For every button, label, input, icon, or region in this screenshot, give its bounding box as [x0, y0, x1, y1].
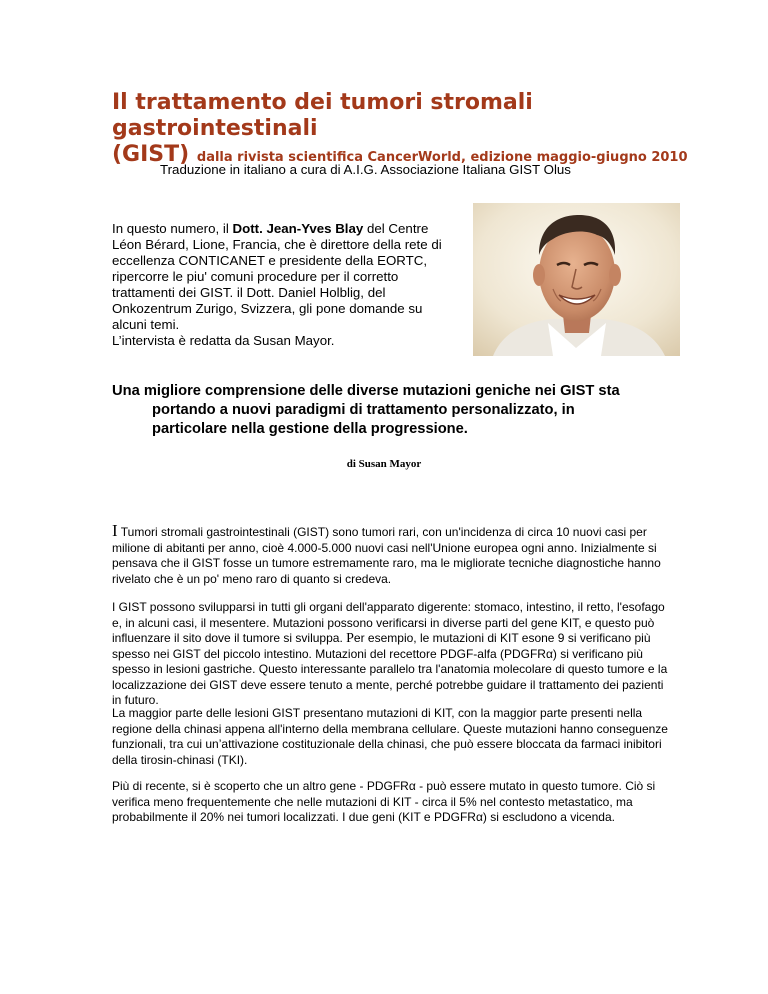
title-main: Il trattamento dei tumori stromali gastrointestinali: [112, 90, 533, 141]
translation-note: Traduzione in italiano a cura di A.I.G. Associazione Italiana GIST Olus: [160, 162, 571, 177]
headline-line-1: Una migliore comprensione delle diverse mutazioni geniche nei GIST sta: [112, 383, 620, 399]
title-abbr: (GIST): [112, 142, 190, 167]
byline: di Susan Mayor: [346, 458, 422, 470]
paragraph-1-text: Tumori stromali gastrointestinali (GIST) sono tumori rari, con un'incidenza di circa 10 nuovi casi per milione di abitanti per anno, cioè 4.000-5.000 nuovi casi nell'Unione europea ogni anno. Inizialmente si pensava che il GIST fosse un tumore estremamente raro, ma le migliorate tecniche diagnostiche hanno rivelato che è un po' meno raro di quanto si credeva.: [112, 525, 661, 586]
article-headline: [112, 382, 692, 439]
paragraph-2-initial: P: [346, 631, 354, 646]
intro-author-name: Dott. Jean-Yves Blay: [232, 221, 364, 236]
paragraph-2-text-a: I GIST possono svilupparsi in tutti gli organi dell'apparato digerente: stomaco, intestino, il retto, l'esofago e, in alcuni casi, il mesentere. Mutazioni possono verificarsi in diverse parti del gene KIT, e questo può influenzare il sito dove il tumore si sviluppa.: [112, 600, 665, 645]
article-title: [112, 90, 712, 171]
body-paragraph-3: La maggior parte delle lesioni GIST presentano mutazioni di KIT, con la maggior parte presenti nella regione della chinasi appena all'interno della membrana cellulare. Queste mutazioni hanno conseguenze funzionali, tra cui un’attivazione costituzionale della chinasi, che può essere bloccata da farmaci inibitori della tirosin-chinasi (TKI).: [112, 706, 668, 767]
intro-text-3: L’intervista è redatta da Susan Mayor.: [112, 333, 335, 348]
title-source: dalla rivista scientifica CancerWorld, edizione maggio-giugno 2010: [196, 150, 688, 165]
body-paragraph-4: Più di recente, si è scoperto che un altro gene - PDGFRα - può essere mutato in questo tumore. Ciò si verifica meno frequentemente che nelle mutazioni di KIT - circa il 5% nel contesto metastatico, ma probabilmente il 20% nei tumori localizzati. I due geni (KIT e PDGFRα) si escludono a vicenda.: [112, 779, 656, 824]
headline-line-2: portando a nuovi paradigmi di trattamento personalizzato, in: [152, 402, 575, 418]
portrait-photo: [473, 203, 680, 356]
body-paragraph-2: [112, 600, 672, 709]
intro-text-2: del Centre Léon Bérard, Lione, Francia, che è direttore della rete di eccellenza CONTICANET e presidente della EORTC, ripercorre le piu' comuni procedure per il corretto trattamenti dei GIST. il Dott. Daniel Holblig, del Onkozentrum Zurigo, Svizzera, gli pone domande su alcuni temi.: [112, 221, 442, 332]
intro-text-1: In questo numero, il: [112, 221, 233, 236]
paragraph-1-initial: I: [112, 521, 118, 540]
intro-paragraph: [112, 221, 452, 349]
body-paragraph-1: [112, 521, 672, 587]
paragraph-2-text-b: er esempio, le mutazioni di KIT esone 9 si verificano più spesso nei GIST del piccolo intestino. Mutazioni del recettore PDGF-alfa (PDGFRα) si verificano più spesso in lesioni gastriche. Questo interessante parallelo tra l'anatomia molecolare di questo tumore e la localizzazione dei GIST deve essere tenuto a mente, perché potrebbe guidare il trattamento dei pazienti in futuro.: [112, 631, 668, 707]
headline-line-3: particolare nella gestione della progressione.: [152, 421, 468, 437]
